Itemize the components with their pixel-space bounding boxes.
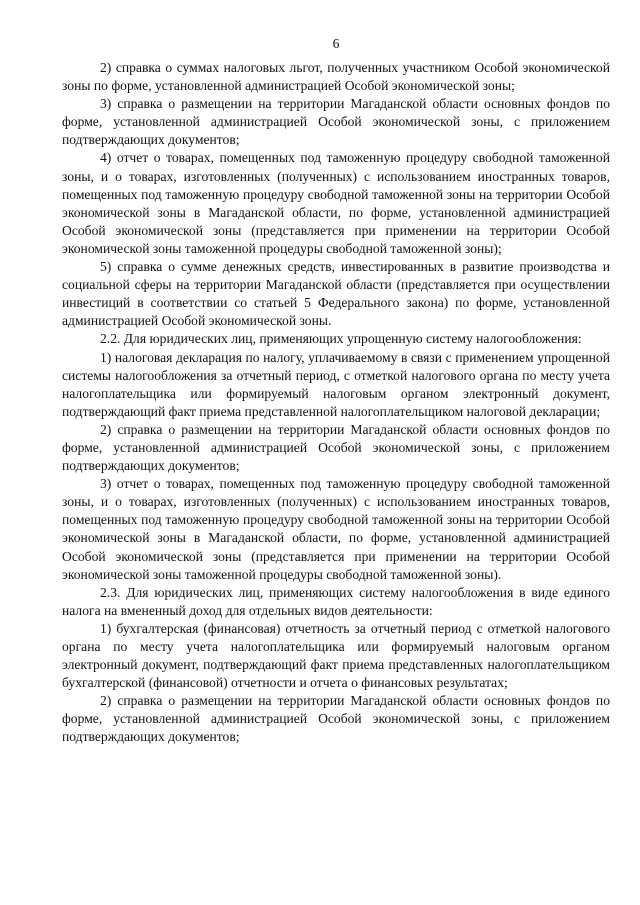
paragraph-investment-certificate: 5) справка о сумме денежных средств, инвестированных в развитие производства и социальной сферы на территории Магаданской области (представляется при осуществлении инвестиций в соответствии со статьей 5 Федерального закона) по форме, установленной администрацией Особой экономической зоны. xyxy=(62,259,610,329)
section-heading-2-2: 2.2. Для юридических лиц, применяющих упрощенную систему налогообложения: xyxy=(100,331,582,347)
paragraph-fixed-assets-certificate: 3) справка о размещении на территории Магаданской области основных фондов по форме, установленной администрацией Особой экономической зоны, с приложением подтверждающих документов; xyxy=(62,96,610,148)
page-number: 6 xyxy=(332,36,340,51)
paragraph-goods-report-2: 3) отчет о товарах, помещенных под таможенную процедуру свободной таможенной зоны, и о товарах, изготовленных (полученных) с использованием иностранных товаров, помещенных под таможенную процедуру свободной таможенной зоны на территории Особой экономической зоны в Магаданской области, по форме, установленной администрацией Особой экономической зоны (представляется при применении на территории Особой экономической зоны таможенной процедуры свободной таможенной зоны). xyxy=(62,476,610,582)
paragraph-tax-declaration: 1) налоговая декларация по налогу, уплачиваемому в связи с применением упрощенной системы налогообложения за отчетный период, с отметкой налогового органа по месту учета налогоплательщика или формируемый налоговым органом электронный документ, подтверждающий факт приема представленной налогоплательщиком налоговой декларации; xyxy=(62,349,610,419)
paragraph-financial-statements: 1) бухгалтерская (финансовая) отчетность за отчетный период с отметкой налогового органа по месту учета налогоплательщика или формируемый налоговым органом электронный документ, подтверждающий факт приема представленных налогоплательщиком бухгалтерской (финансовой) отчетности и отчета о финансовых результатах; xyxy=(62,620,610,691)
document-page xyxy=(62,35,610,747)
section-heading-2-3: 2.3. Для юридических лиц, применяющих систему налогообложения в виде единого налога на вмененный доход для отдельных видов деятельности: xyxy=(62,584,610,618)
paragraph-fixed-assets-certificate-3: 2) справка о размещении на территории Магаданской области основных фондов по форме, установленной администрацией Особой экономической зоны, с приложением подтверждающих документов; xyxy=(62,693,610,745)
paragraph-goods-report: 4) отчет о товарах, помещенных под таможенную процедуру свободной таможенной зоны, и о товарах, изготовленных (полученных) с использованием иностранных товаров, помещенных под таможенную процедуру свободной таможенной зоны на территории Особой экономической зоны в Магаданской области, по форме, установленной администрацией Особой экономической зоны (представляется при применении на территории Особой экономической зоны таможенной процедуры свободной таможенной зоны); xyxy=(62,150,610,256)
paragraph-tax-benefits-certificate: 2) справка о суммах налоговых льгот, полученных участником Особой экономической зоны по форме, установленной администрацией Особой экономической зоны; xyxy=(62,60,610,94)
paragraph-fixed-assets-certificate-2: 2) справка о размещении на территории Магаданской области основных фондов по форме, установленной администрацией Особой экономической зоны, с приложением подтверждающих документов; xyxy=(62,421,610,474)
